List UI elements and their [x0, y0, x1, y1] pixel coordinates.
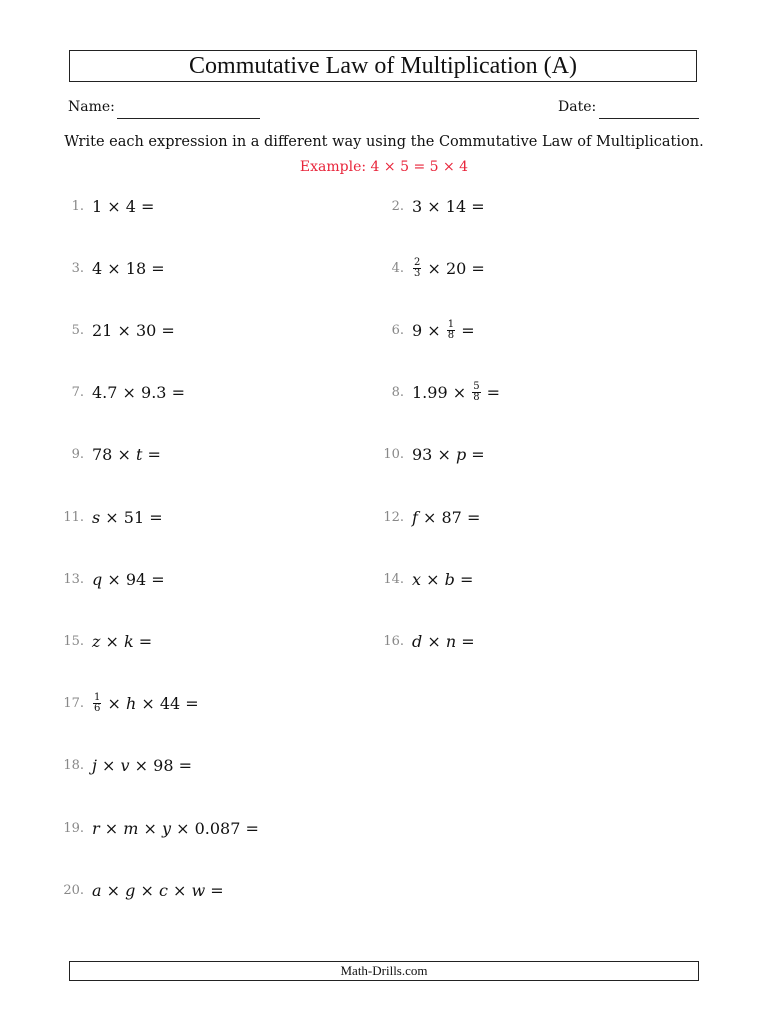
date-label: Date: — [558, 99, 597, 115]
expression-token: 4.7 — [92, 383, 118, 403]
expression-token: × — [422, 631, 446, 651]
expression-token: 94 — [125, 569, 147, 589]
expression-token: × — [422, 320, 446, 340]
problem-number: 9. — [71, 447, 84, 463]
problem-number: 13. — [63, 571, 84, 587]
problem-number: 6. — [391, 322, 404, 338]
expression-token: = — [156, 320, 175, 340]
expression-token: × — [432, 445, 456, 465]
expression-token: = — [240, 818, 259, 838]
problem-expression — [92, 570, 165, 589]
problem-expression — [92, 632, 152, 651]
expression-token: × — [136, 694, 160, 714]
expression-token: = — [173, 756, 193, 776]
variable: c — [158, 880, 168, 900]
variable: k — [124, 631, 134, 651]
problem-expression — [92, 693, 199, 714]
problem-number: 17. — [63, 696, 84, 712]
variable: f — [412, 507, 418, 527]
problem-expression — [92, 383, 185, 402]
problem-18 — [58, 754, 192, 778]
problem-number: 4. — [391, 260, 404, 276]
variable: z — [92, 631, 101, 651]
fraction-denominator: 8 — [447, 329, 455, 341]
problem-number: 19. — [63, 820, 84, 836]
expression-token: × — [100, 631, 125, 651]
problem-number: 20. — [63, 882, 84, 898]
problem-13 — [58, 567, 165, 591]
expression-token: 44 — [159, 694, 181, 714]
problem-expression — [92, 756, 192, 775]
fraction — [447, 320, 455, 341]
problem-expression — [412, 632, 475, 651]
expression-token: = — [166, 383, 185, 403]
expression-token: = — [466, 196, 485, 216]
expression-token: × — [171, 818, 195, 838]
expression-token: 9.3 — [141, 383, 167, 403]
variable: b — [444, 569, 455, 589]
expression-token: = — [466, 445, 485, 465]
variable: s — [92, 507, 101, 527]
problem-number: 16. — [383, 633, 404, 649]
variable: t — [135, 445, 143, 465]
expression-token: × — [422, 258, 446, 278]
expression-token: 3 — [412, 196, 423, 216]
expression-token: × — [417, 507, 442, 527]
expression-token: = — [481, 383, 501, 403]
expression-token: = — [205, 880, 224, 900]
fraction-numerator: 5 — [473, 381, 480, 393]
problem-expression — [412, 382, 500, 403]
problem-number: 3. — [71, 260, 84, 276]
problem-expression — [92, 881, 224, 900]
variable: x — [412, 569, 422, 589]
fraction-numerator: 1 — [447, 318, 455, 330]
expression-token: = — [461, 507, 481, 527]
expression-token: 87 — [441, 507, 462, 527]
variable: q — [92, 569, 103, 589]
expression-token: 1 — [92, 196, 103, 216]
variable: j — [92, 756, 97, 776]
expression-token: 78 — [92, 445, 113, 465]
problem-expression — [92, 321, 175, 340]
variable: m — [123, 818, 139, 838]
problem-19 — [58, 816, 259, 840]
expression-token: = — [146, 569, 165, 589]
expression-token: × — [102, 569, 126, 589]
problem-16 — [378, 629, 475, 653]
expression-token: = — [135, 196, 155, 216]
expression-token: × — [167, 880, 192, 900]
problem-expression — [412, 197, 485, 216]
fraction — [472, 382, 480, 403]
expression-token: = — [133, 631, 153, 651]
expression-token: × — [99, 818, 124, 838]
problem-number: 12. — [383, 509, 404, 525]
variable: n — [445, 631, 457, 651]
expression-token: 21 — [92, 320, 113, 340]
problem-number: 7. — [71, 385, 84, 401]
expression-token: 20 — [445, 258, 467, 278]
expression-token: 18 — [125, 258, 147, 278]
problem-number: 18. — [63, 758, 84, 774]
variable: a — [92, 880, 102, 900]
expression-token: 93 — [412, 445, 433, 465]
variable: p — [455, 445, 467, 465]
expression-token: × — [422, 196, 446, 216]
problem-number: 11. — [63, 509, 84, 525]
problem-14 — [378, 567, 473, 591]
expression-token: × — [112, 445, 136, 465]
problem-20 — [58, 878, 224, 902]
problem-3 — [58, 256, 165, 280]
fraction — [93, 693, 101, 714]
variable: y — [161, 818, 172, 838]
problem-expression — [412, 508, 480, 527]
problem-7 — [58, 381, 185, 405]
worksheet-title: Commutative Law of Multiplication (A) — [69, 50, 697, 82]
expression-token: × — [112, 320, 136, 340]
problem-expression — [92, 445, 161, 464]
problem-expression — [412, 258, 485, 279]
expression-token: = — [144, 507, 163, 527]
variable: r — [92, 818, 100, 838]
expression-token: × — [102, 694, 126, 714]
problem-15 — [58, 629, 152, 653]
example: Example: 4 × 5 = 5 × 4 — [299, 159, 469, 175]
problem-number: 8. — [391, 385, 404, 401]
problem-12 — [378, 505, 480, 529]
problem-number: 10. — [383, 447, 404, 463]
expression-token: 30 — [135, 320, 157, 340]
fraction-denominator: 8 — [473, 392, 480, 404]
expression-token: 4 — [125, 196, 136, 216]
expression-token: × — [102, 196, 126, 216]
expression-token: = — [456, 320, 475, 340]
fraction — [413, 258, 421, 279]
variable: h — [125, 694, 137, 714]
variable: w — [191, 880, 206, 900]
expression-token: × — [138, 818, 162, 838]
variable: g — [125, 880, 136, 900]
problem-10 — [378, 443, 485, 467]
problem-4 — [378, 256, 485, 280]
expression-token: = — [142, 445, 161, 465]
name-line[interactable] — [117, 118, 260, 119]
expression-token: 0.087 — [194, 818, 241, 838]
problem-number: 2. — [391, 198, 404, 214]
expression-token: × — [101, 880, 126, 900]
expression-token: × — [117, 383, 142, 403]
problem-6 — [378, 318, 475, 342]
expression-token: 4 — [92, 258, 103, 278]
problem-9 — [58, 443, 161, 467]
expression-token: 51 — [123, 507, 145, 527]
variable: v — [120, 756, 130, 776]
expression-token: = — [466, 258, 485, 278]
problem-number: 14. — [383, 571, 404, 587]
expression-token: × — [96, 756, 121, 776]
problem-number: 5. — [71, 322, 84, 338]
problem-expression — [92, 259, 165, 278]
fraction-numerator: 1 — [94, 692, 101, 704]
expression-token: = — [146, 258, 165, 278]
problem-1 — [58, 194, 154, 218]
problem-number: 15. — [63, 633, 84, 649]
problem-expression — [92, 197, 154, 216]
expression-token: × — [129, 756, 154, 776]
problem-number: 1. — [71, 198, 84, 214]
problem-2 — [378, 194, 485, 218]
fraction-denominator: 3 — [414, 267, 421, 279]
expression-token: = — [454, 569, 474, 589]
expression-token: × — [100, 507, 124, 527]
expression-token: × — [447, 383, 472, 403]
expression-token: × — [135, 880, 159, 900]
problem-11 — [58, 505, 163, 529]
instructions: Write each expression in a different way using the Commutative Law of Multiplication. — [64, 134, 704, 150]
fraction-denominator: 6 — [94, 703, 101, 715]
problem-expression — [412, 445, 485, 464]
expression-token: = — [456, 631, 475, 651]
expression-token: 9 — [412, 320, 423, 340]
expression-token: 1.99 — [412, 383, 448, 403]
problem-17 — [58, 692, 199, 716]
expression-token: = — [180, 694, 199, 714]
problem-expression — [412, 570, 473, 589]
expression-token: × — [102, 258, 126, 278]
problem-5 — [58, 318, 175, 342]
expression-token: × — [421, 569, 445, 589]
expression-token: 98 — [153, 756, 174, 776]
problem-8 — [378, 381, 500, 405]
problem-expression — [92, 508, 163, 527]
expression-token: 14 — [445, 196, 467, 216]
problem-expression — [412, 320, 475, 341]
date-line[interactable] — [599, 118, 699, 119]
fraction-numerator: 2 — [414, 256, 421, 268]
problem-expression — [92, 819, 259, 838]
variable: d — [412, 631, 423, 651]
footer: Math-Drills.com — [69, 961, 699, 981]
name-label: Name: — [68, 99, 115, 115]
